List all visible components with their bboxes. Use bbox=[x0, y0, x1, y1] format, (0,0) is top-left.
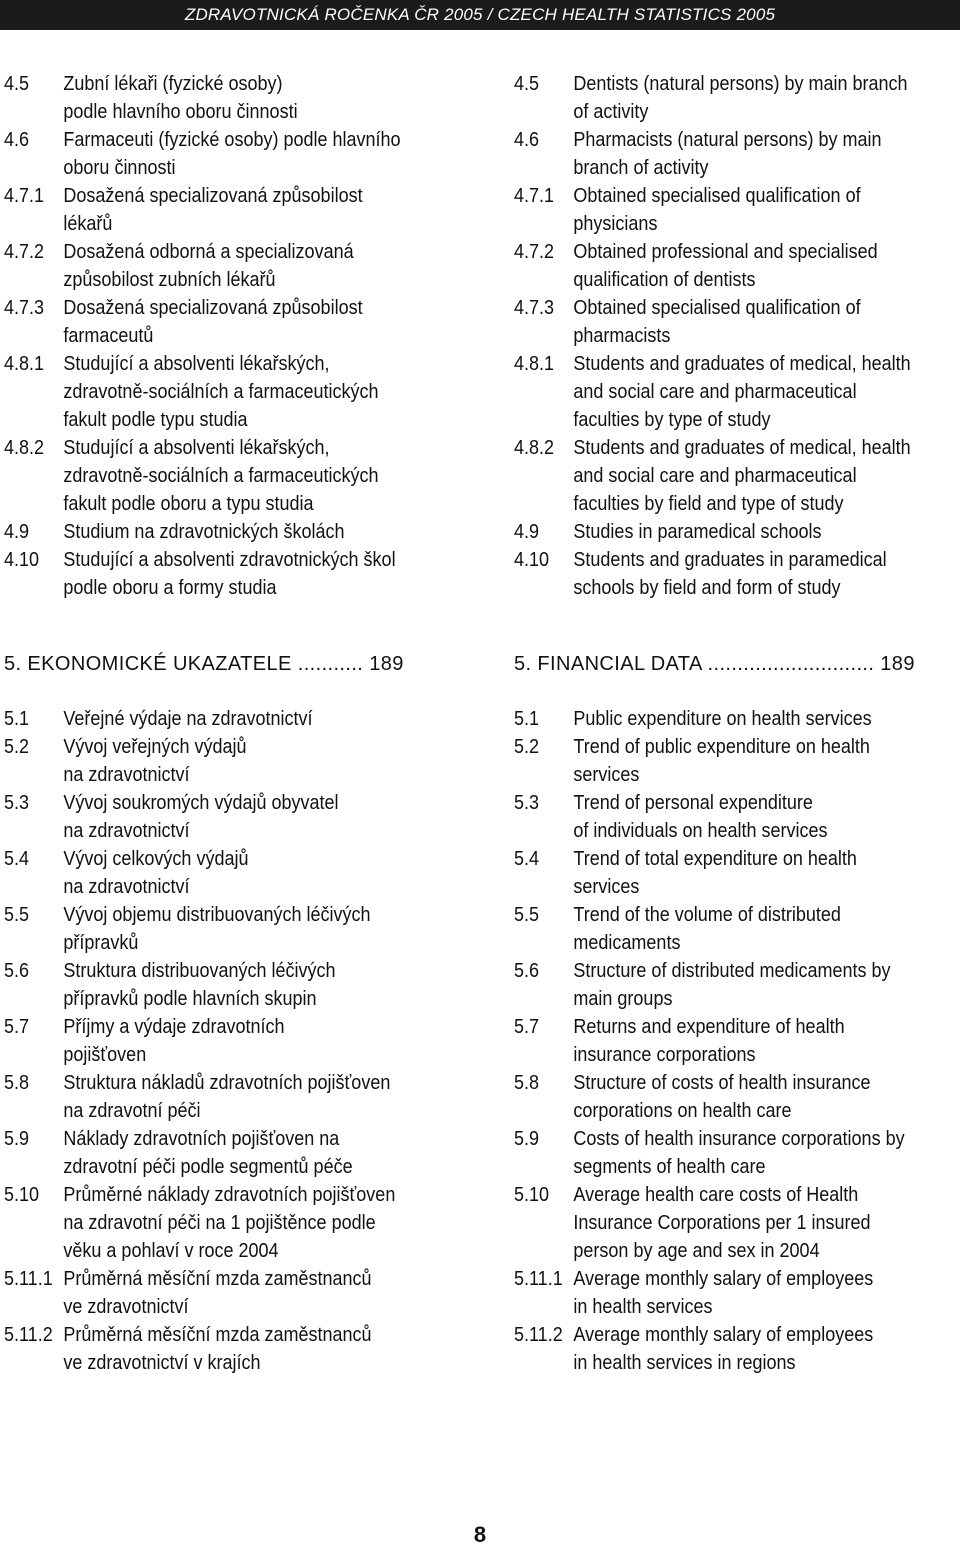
toc-entry bbox=[4, 70, 454, 126]
toc-entry bbox=[514, 434, 960, 518]
toc-entry-title: Pharmacists (natural persons) by main branch of activity bbox=[573, 129, 882, 179]
section5-heading-english: 5. FINANCIAL DATA ............................ 189 bbox=[514, 653, 915, 675]
toc-entry-title: Students and graduates of medical, health and social care and pharmaceutical faculties by field and type of study bbox=[573, 437, 911, 515]
toc-entry-title: Studující a absolventi lékařských, zdravotně-sociálních a farmaceutických fakult podle oboru a typu studia bbox=[63, 437, 379, 515]
toc-entry bbox=[4, 546, 454, 602]
toc-entry-title: Vývoj soukromých výdajů obyvatel na zdravotnictví bbox=[63, 792, 339, 842]
toc-entry-title: Trend of personal expenditure of individuals on health services bbox=[573, 792, 828, 842]
toc-entry-number: 4.9 bbox=[514, 521, 540, 543]
toc-entry-number: 5.8 bbox=[4, 1072, 30, 1094]
section5-list-english bbox=[514, 705, 960, 1377]
toc-entry-title: Trend of total expenditure on health services bbox=[573, 848, 857, 898]
toc-entry-number: 4.8.1 bbox=[4, 353, 45, 375]
toc-entry-number: 4.10 bbox=[4, 549, 40, 571]
toc-entry-title: Dosažená specializovaná způsobilost lékařů bbox=[63, 185, 363, 235]
toc-entry-number: 4.8.2 bbox=[4, 437, 45, 459]
toc-entry-number: 5.9 bbox=[4, 1128, 30, 1150]
toc-entry-number: 4.7.1 bbox=[4, 185, 45, 207]
toc-entry-title: Farmaceuti (fyzické osoby) podle hlavního oboru činnosti bbox=[63, 129, 401, 179]
toc-entry bbox=[4, 182, 454, 238]
toc-entry-title: Studující a absolventi zdravotnických škol podle oboru a formy studia bbox=[63, 549, 396, 599]
toc-entry bbox=[514, 1321, 960, 1377]
toc-entry-number: 5.6 bbox=[4, 960, 30, 982]
toc-entry bbox=[514, 294, 960, 350]
toc-entry bbox=[514, 1181, 960, 1265]
toc-entry-title: Structure of distributed medicaments by main groups bbox=[573, 960, 891, 1010]
toc-entry-number: 5.7 bbox=[514, 1016, 540, 1038]
toc-section5-english bbox=[514, 650, 960, 1377]
toc-entry bbox=[514, 182, 960, 238]
toc-entry bbox=[514, 705, 960, 733]
toc-block1-czech bbox=[4, 70, 454, 602]
toc-entry bbox=[514, 1265, 960, 1321]
toc-entry-number: 4.7.3 bbox=[514, 297, 555, 319]
toc-entry-title: Studující a absolventi lékařských, zdravotně-sociálních a farmaceutických fakult podle typu studia bbox=[63, 353, 379, 431]
section5-heading-czech: 5. EKONOMICKÉ UKAZATELE ........... 189 bbox=[4, 653, 404, 675]
toc-entry-title: Průměrná měsíční mzda zaměstnanců ve zdravotnictví bbox=[63, 1268, 372, 1318]
toc-entry-number: 4.6 bbox=[514, 129, 540, 151]
toc-entry-number: 4.5 bbox=[4, 73, 30, 95]
toc-entry-number: 5.11.1 bbox=[4, 1268, 53, 1290]
toc-entry-number: 4.7.1 bbox=[514, 185, 555, 207]
toc-entry-number: 5.10 bbox=[514, 1184, 550, 1206]
toc-section5-czech bbox=[4, 650, 454, 1377]
toc-entry-title: Average monthly salary of employees in health services bbox=[573, 1268, 874, 1318]
toc-entry bbox=[4, 845, 454, 901]
toc-entry-title: Trend of the volume of distributed medicaments bbox=[573, 904, 841, 954]
toc-entry-number: 5.11.1 bbox=[514, 1268, 563, 1290]
toc-entry-number: 5.4 bbox=[4, 848, 30, 870]
toc-entry bbox=[514, 518, 960, 546]
toc-entry bbox=[514, 546, 960, 602]
toc-entry bbox=[514, 1013, 960, 1069]
toc-entry-number: 5.3 bbox=[514, 792, 540, 814]
toc-entry-title: Public expenditure on health services bbox=[573, 708, 872, 730]
toc-entry-number: 5.11.2 bbox=[514, 1324, 563, 1346]
toc-entry-number: 5.9 bbox=[514, 1128, 540, 1150]
toc-entry-number: 5.4 bbox=[514, 848, 540, 870]
toc-entry-number: 5.5 bbox=[514, 904, 540, 926]
toc-entry bbox=[514, 1069, 960, 1125]
header-title: ZDRAVOTNICKÁ ROČENKA ČR 2005 / CZECH HEALTH STATISTICS 2005 bbox=[184, 5, 776, 24]
toc-entry bbox=[4, 518, 454, 546]
toc-entry-title: Veřejné výdaje na zdravotnictví bbox=[63, 708, 313, 730]
toc-entry-title: Returns and expenditure of health insurance corporations bbox=[573, 1016, 845, 1066]
toc-entry bbox=[514, 1125, 960, 1181]
toc-entry bbox=[514, 845, 960, 901]
toc-entry bbox=[4, 705, 454, 733]
toc-entry-title: Dosažená specializovaná způsobilost farmaceutů bbox=[63, 297, 363, 347]
toc-entry-title: Zubní lékaři (fyzické osoby) podle hlavního oboru činnosti bbox=[63, 73, 298, 123]
toc-entry bbox=[4, 1265, 454, 1321]
toc-entry-number: 4.7.2 bbox=[514, 241, 555, 263]
toc-entry bbox=[4, 1321, 454, 1377]
toc-entry bbox=[514, 901, 960, 957]
toc-entry bbox=[4, 957, 454, 1013]
toc-entry-number: 5.10 bbox=[4, 1184, 40, 1206]
toc-entry-number: 4.10 bbox=[514, 549, 550, 571]
toc-entry-title: Costs of health insurance corporations by segments of health care bbox=[573, 1128, 905, 1178]
toc-entry-number: 5.1 bbox=[514, 708, 540, 730]
toc-entry-number: 5.11.2 bbox=[4, 1324, 53, 1346]
toc-entry-title: Vývoj veřejných výdajů na zdravotnictví bbox=[63, 736, 247, 786]
toc-entry-title: Obtained specialised qualification of physicians bbox=[573, 185, 861, 235]
toc-entry bbox=[514, 70, 960, 126]
toc-entry-number: 4.8.2 bbox=[514, 437, 555, 459]
toc-entry bbox=[4, 1013, 454, 1069]
toc-entry bbox=[4, 1069, 454, 1125]
toc-entry bbox=[4, 733, 454, 789]
section5-list-czech bbox=[4, 705, 454, 1377]
toc-entry-title: Dosažená odborná a specializovaná způsobilost zubních lékařů bbox=[63, 241, 354, 291]
toc-entry-title: Struktura nákladů zdravotních pojišťoven na zdravotní péči bbox=[63, 1072, 391, 1122]
toc-entry-number: 5.3 bbox=[4, 792, 30, 814]
toc-entry-number: 5.2 bbox=[514, 736, 540, 758]
page-header bbox=[0, 0, 960, 30]
toc-entry-title: Průměrná měsíční mzda zaměstnanců ve zdravotnictví v krajích bbox=[63, 1324, 372, 1374]
toc-entry-number: 5.6 bbox=[514, 960, 540, 982]
toc-entry-title: Trend of public expenditure on health services bbox=[573, 736, 870, 786]
toc-entry-title: Average health care costs of Health Insurance Corporations per 1 insured person by age and sex in 2004 bbox=[573, 1184, 871, 1262]
toc-entry bbox=[4, 1181, 454, 1265]
toc-entry bbox=[4, 901, 454, 957]
toc-entry-title: Students and graduates of medical, health and social care and pharmaceutical faculties by type of study bbox=[573, 353, 911, 431]
toc-entry bbox=[4, 294, 454, 350]
toc-entry bbox=[4, 1125, 454, 1181]
toc-entry bbox=[514, 733, 960, 789]
toc-entry-title: Dentists (natural persons) by main branch of activity bbox=[573, 73, 908, 123]
toc-entry-number: 4.7.3 bbox=[4, 297, 45, 319]
toc-entry bbox=[4, 126, 454, 182]
toc-entry-title: Vývoj celkových výdajů na zdravotnictví bbox=[63, 848, 249, 898]
toc-entry-title: Studies in paramedical schools bbox=[573, 521, 822, 543]
toc-entry-title: Structure of costs of health insurance corporations on health care bbox=[573, 1072, 871, 1122]
toc-entry-number: 5.1 bbox=[4, 708, 30, 730]
toc-entry bbox=[4, 789, 454, 845]
toc-entry-title: Vývoj objemu distribuovaných léčivých přípravků bbox=[63, 904, 371, 954]
toc-entry-title: Průměrné náklady zdravotních pojišťoven na zdravotní péči na 1 pojištěnce podle věku a pohlaví v roce 2004 bbox=[63, 1184, 396, 1262]
toc-entry-number: 4.5 bbox=[514, 73, 540, 95]
toc-entry-title: Příjmy a výdaje zdravotních pojišťoven bbox=[63, 1016, 285, 1066]
toc-entry-number: 5.5 bbox=[4, 904, 30, 926]
toc-entry-title: Struktura distribuovaných léčivých přípravků podle hlavních skupin bbox=[63, 960, 336, 1010]
toc-entry bbox=[514, 789, 960, 845]
toc-entry bbox=[4, 238, 454, 294]
toc-entry-title: Obtained professional and specialised qualification of dentists bbox=[573, 241, 878, 291]
toc-entry-number: 4.8.1 bbox=[514, 353, 555, 375]
toc-entry bbox=[4, 434, 454, 518]
page-number: 8 bbox=[473, 1522, 487, 1547]
toc-entry-title: Average monthly salary of employees in health services in regions bbox=[573, 1324, 874, 1374]
toc-entry bbox=[514, 350, 960, 434]
toc-entry-number: 5.8 bbox=[514, 1072, 540, 1094]
toc-entry-number: 5.7 bbox=[4, 1016, 30, 1038]
toc-entry bbox=[514, 238, 960, 294]
toc-entry-title: Students and graduates in paramedical schools by field and form of study bbox=[573, 549, 887, 599]
toc-entry-number: 5.2 bbox=[4, 736, 30, 758]
toc-block1-english bbox=[514, 70, 960, 602]
toc-entry bbox=[514, 126, 960, 182]
toc-entry bbox=[514, 957, 960, 1013]
toc-entry bbox=[4, 350, 454, 434]
toc-entry-title: Obtained specialised qualification of pharmacists bbox=[573, 297, 861, 347]
toc-entry-number: 4.9 bbox=[4, 521, 30, 543]
toc-entry-title: Studium na zdravotnických školách bbox=[63, 521, 345, 543]
toc-entry-title: Náklady zdravotních pojišťoven na zdravotní péči podle segmentů péče bbox=[63, 1128, 353, 1178]
toc-entry-number: 4.6 bbox=[4, 129, 30, 151]
toc-entry-number: 4.7.2 bbox=[4, 241, 45, 263]
